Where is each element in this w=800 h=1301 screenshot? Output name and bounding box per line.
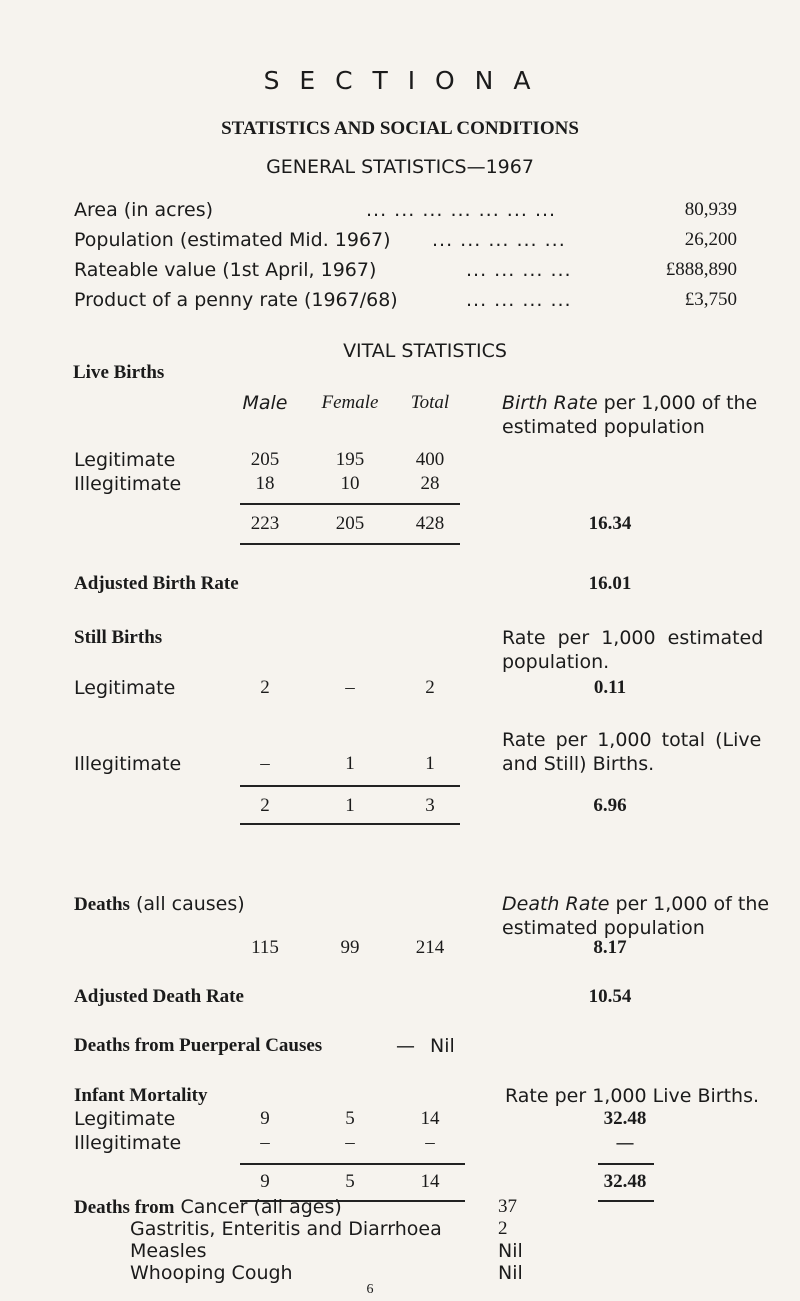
- deaths-female: 99: [340, 937, 360, 958]
- adjusted-birth-label: Adjusted Birth Rate: [74, 573, 239, 594]
- still-rate2-value: 6.96: [593, 795, 627, 816]
- infant-legit-female: 5: [345, 1108, 355, 1129]
- still-rate1-value: 0.11: [593, 677, 627, 698]
- general-heading: GENERAL STATISTICS—1967: [266, 156, 534, 178]
- infant-rate-total-rule: [598, 1200, 654, 1202]
- infant-legit-total: 14: [420, 1108, 440, 1129]
- birth-rate-label: Birth Rate per 1,000 of the: [502, 392, 758, 414]
- still-rate2-line2: and Still) Births.: [502, 753, 655, 775]
- general-dots-area: ... ... ... ... ... ... ...: [366, 199, 557, 221]
- measles-label: Measles: [130, 1240, 207, 1262]
- infant-total-total: 14: [420, 1171, 440, 1192]
- col-male: Male: [242, 392, 288, 414]
- cancer-value: 37: [498, 1196, 517, 1217]
- still-rate2-line1: Rate per 1,000 total (Live: [502, 729, 762, 751]
- still-total-total: 3: [425, 795, 435, 816]
- still-total-male: 2: [260, 795, 270, 816]
- general-value-rateable: £888,890: [665, 259, 737, 280]
- deaths-male: 115: [251, 937, 279, 958]
- infant-illegit-label: Illegitimate: [74, 1132, 182, 1154]
- general-value-area: 80,939: [684, 199, 737, 220]
- still-rate1-line1: Rate per 1,000 estimated: [502, 627, 764, 649]
- infant-total-rate: 32.48: [603, 1171, 647, 1192]
- live-legit-total: 400: [415, 449, 445, 470]
- infant-rate-subtotal-rule: [598, 1163, 654, 1165]
- still-legit-female: –: [345, 677, 355, 698]
- infant-legit-label: Legitimate: [74, 1108, 176, 1130]
- puerperal-dash: —: [396, 1035, 415, 1057]
- live-illegit-label: Illegitimate: [74, 473, 182, 495]
- section-title: S E C T I O N A: [263, 66, 537, 95]
- live-legit-female: 195: [335, 449, 365, 470]
- still-illegit-male: –: [260, 753, 270, 774]
- live-legit-label: Legitimate: [74, 449, 176, 471]
- deaths-title: Deaths (all causes): [74, 893, 245, 915]
- still-rate1-line2: population.: [502, 651, 610, 673]
- infant-total-male: 9: [260, 1171, 270, 1192]
- live-births-title: Live Births: [73, 362, 165, 383]
- col-total: Total: [410, 392, 450, 413]
- adjusted-death-label: Adjusted Death Rate: [74, 986, 244, 1007]
- still-births-title: Still Births: [74, 627, 163, 648]
- infant-legit-male: 9: [260, 1108, 270, 1129]
- page-number: 6: [366, 1282, 374, 1297]
- death-rate-label-line2: estimated population: [502, 917, 705, 939]
- infant-illegit-male: –: [260, 1132, 270, 1153]
- still-legit-male: 2: [260, 677, 270, 698]
- col-female: Female: [321, 392, 379, 413]
- still-total-female: 1: [345, 795, 355, 816]
- cancer-title: Deaths from Cancer (all ages): [74, 1196, 342, 1218]
- live-total-female: 205: [335, 513, 365, 534]
- puerperal-value: Nil: [430, 1035, 455, 1057]
- general-dots-population: ... ... ... ... ...: [432, 229, 566, 251]
- live-illegit-male: 18: [255, 473, 275, 494]
- puerperal-label: Deaths from Puerperal Causes: [74, 1035, 323, 1056]
- whooping-cough-value: Nil: [498, 1262, 523, 1284]
- live-illegit-female: 10: [340, 473, 360, 494]
- birth-rate-value: 16.34: [588, 513, 632, 534]
- measles-value: Nil: [498, 1240, 523, 1262]
- infant-rate-label: Rate per 1,000 Live Births.: [505, 1085, 760, 1107]
- infant-subtotal-rule: [240, 1163, 465, 1165]
- general-value-population: 26,200: [684, 229, 737, 250]
- adjusted-birth-value: 16.01: [588, 573, 632, 594]
- birth-rate-label-line2: estimated population: [502, 416, 705, 438]
- still-illegit-total: 1: [425, 753, 435, 774]
- general-dots-rateable: ... ... ... ...: [466, 259, 572, 281]
- live-illegit-total: 28: [420, 473, 440, 494]
- infant-illegit-total: –: [425, 1132, 435, 1153]
- infant-title: Infant Mortality: [74, 1085, 208, 1106]
- vital-heading: VITAL STATISTICS: [343, 340, 507, 362]
- death-rate-label: Death Rate per 1,000 of the: [502, 893, 770, 915]
- gastritis-label: Gastritis, Enteritis and Diarrhoea: [130, 1218, 442, 1240]
- deaths-total: 214: [415, 937, 445, 958]
- live-births-subtotal-rule: [240, 503, 460, 505]
- general-label-population: Population (estimated Mid. 1967): [74, 229, 391, 251]
- gastritis-value: 2: [498, 1218, 508, 1239]
- infant-illegit-female: –: [345, 1132, 355, 1153]
- death-rate-value: 8.17: [593, 937, 627, 958]
- general-label-rateable: Rateable value (1st April, 1967): [74, 259, 377, 281]
- general-dots-penny-rate: ... ... ... ...: [466, 289, 572, 311]
- still-illegit-label: Illegitimate: [74, 753, 182, 775]
- whooping-cough-label: Whooping Cough: [130, 1262, 293, 1284]
- general-label-area: Area (in acres): [74, 199, 214, 221]
- main-heading: STATISTICS AND SOCIAL CONDITIONS: [221, 118, 579, 139]
- general-value-penny-rate: £3,750: [684, 289, 737, 310]
- infant-legit-rate: 32.48: [603, 1108, 647, 1129]
- live-total-male: 223: [250, 513, 280, 534]
- still-births-subtotal-rule: [240, 785, 460, 787]
- general-label-penny-rate: Product of a penny rate (1967/68): [74, 289, 398, 311]
- still-illegit-female: 1: [345, 753, 355, 774]
- still-legit-label: Legitimate: [74, 677, 176, 699]
- live-total-total: 428: [415, 513, 445, 534]
- live-births-total-rule: [240, 543, 460, 545]
- infant-illegit-rate: —: [615, 1132, 635, 1154]
- still-births-total-rule: [240, 823, 460, 825]
- still-legit-total: 2: [425, 677, 435, 698]
- infant-total-female: 5: [345, 1171, 355, 1192]
- adjusted-death-value: 10.54: [588, 986, 632, 1007]
- live-legit-male: 205: [250, 449, 280, 470]
